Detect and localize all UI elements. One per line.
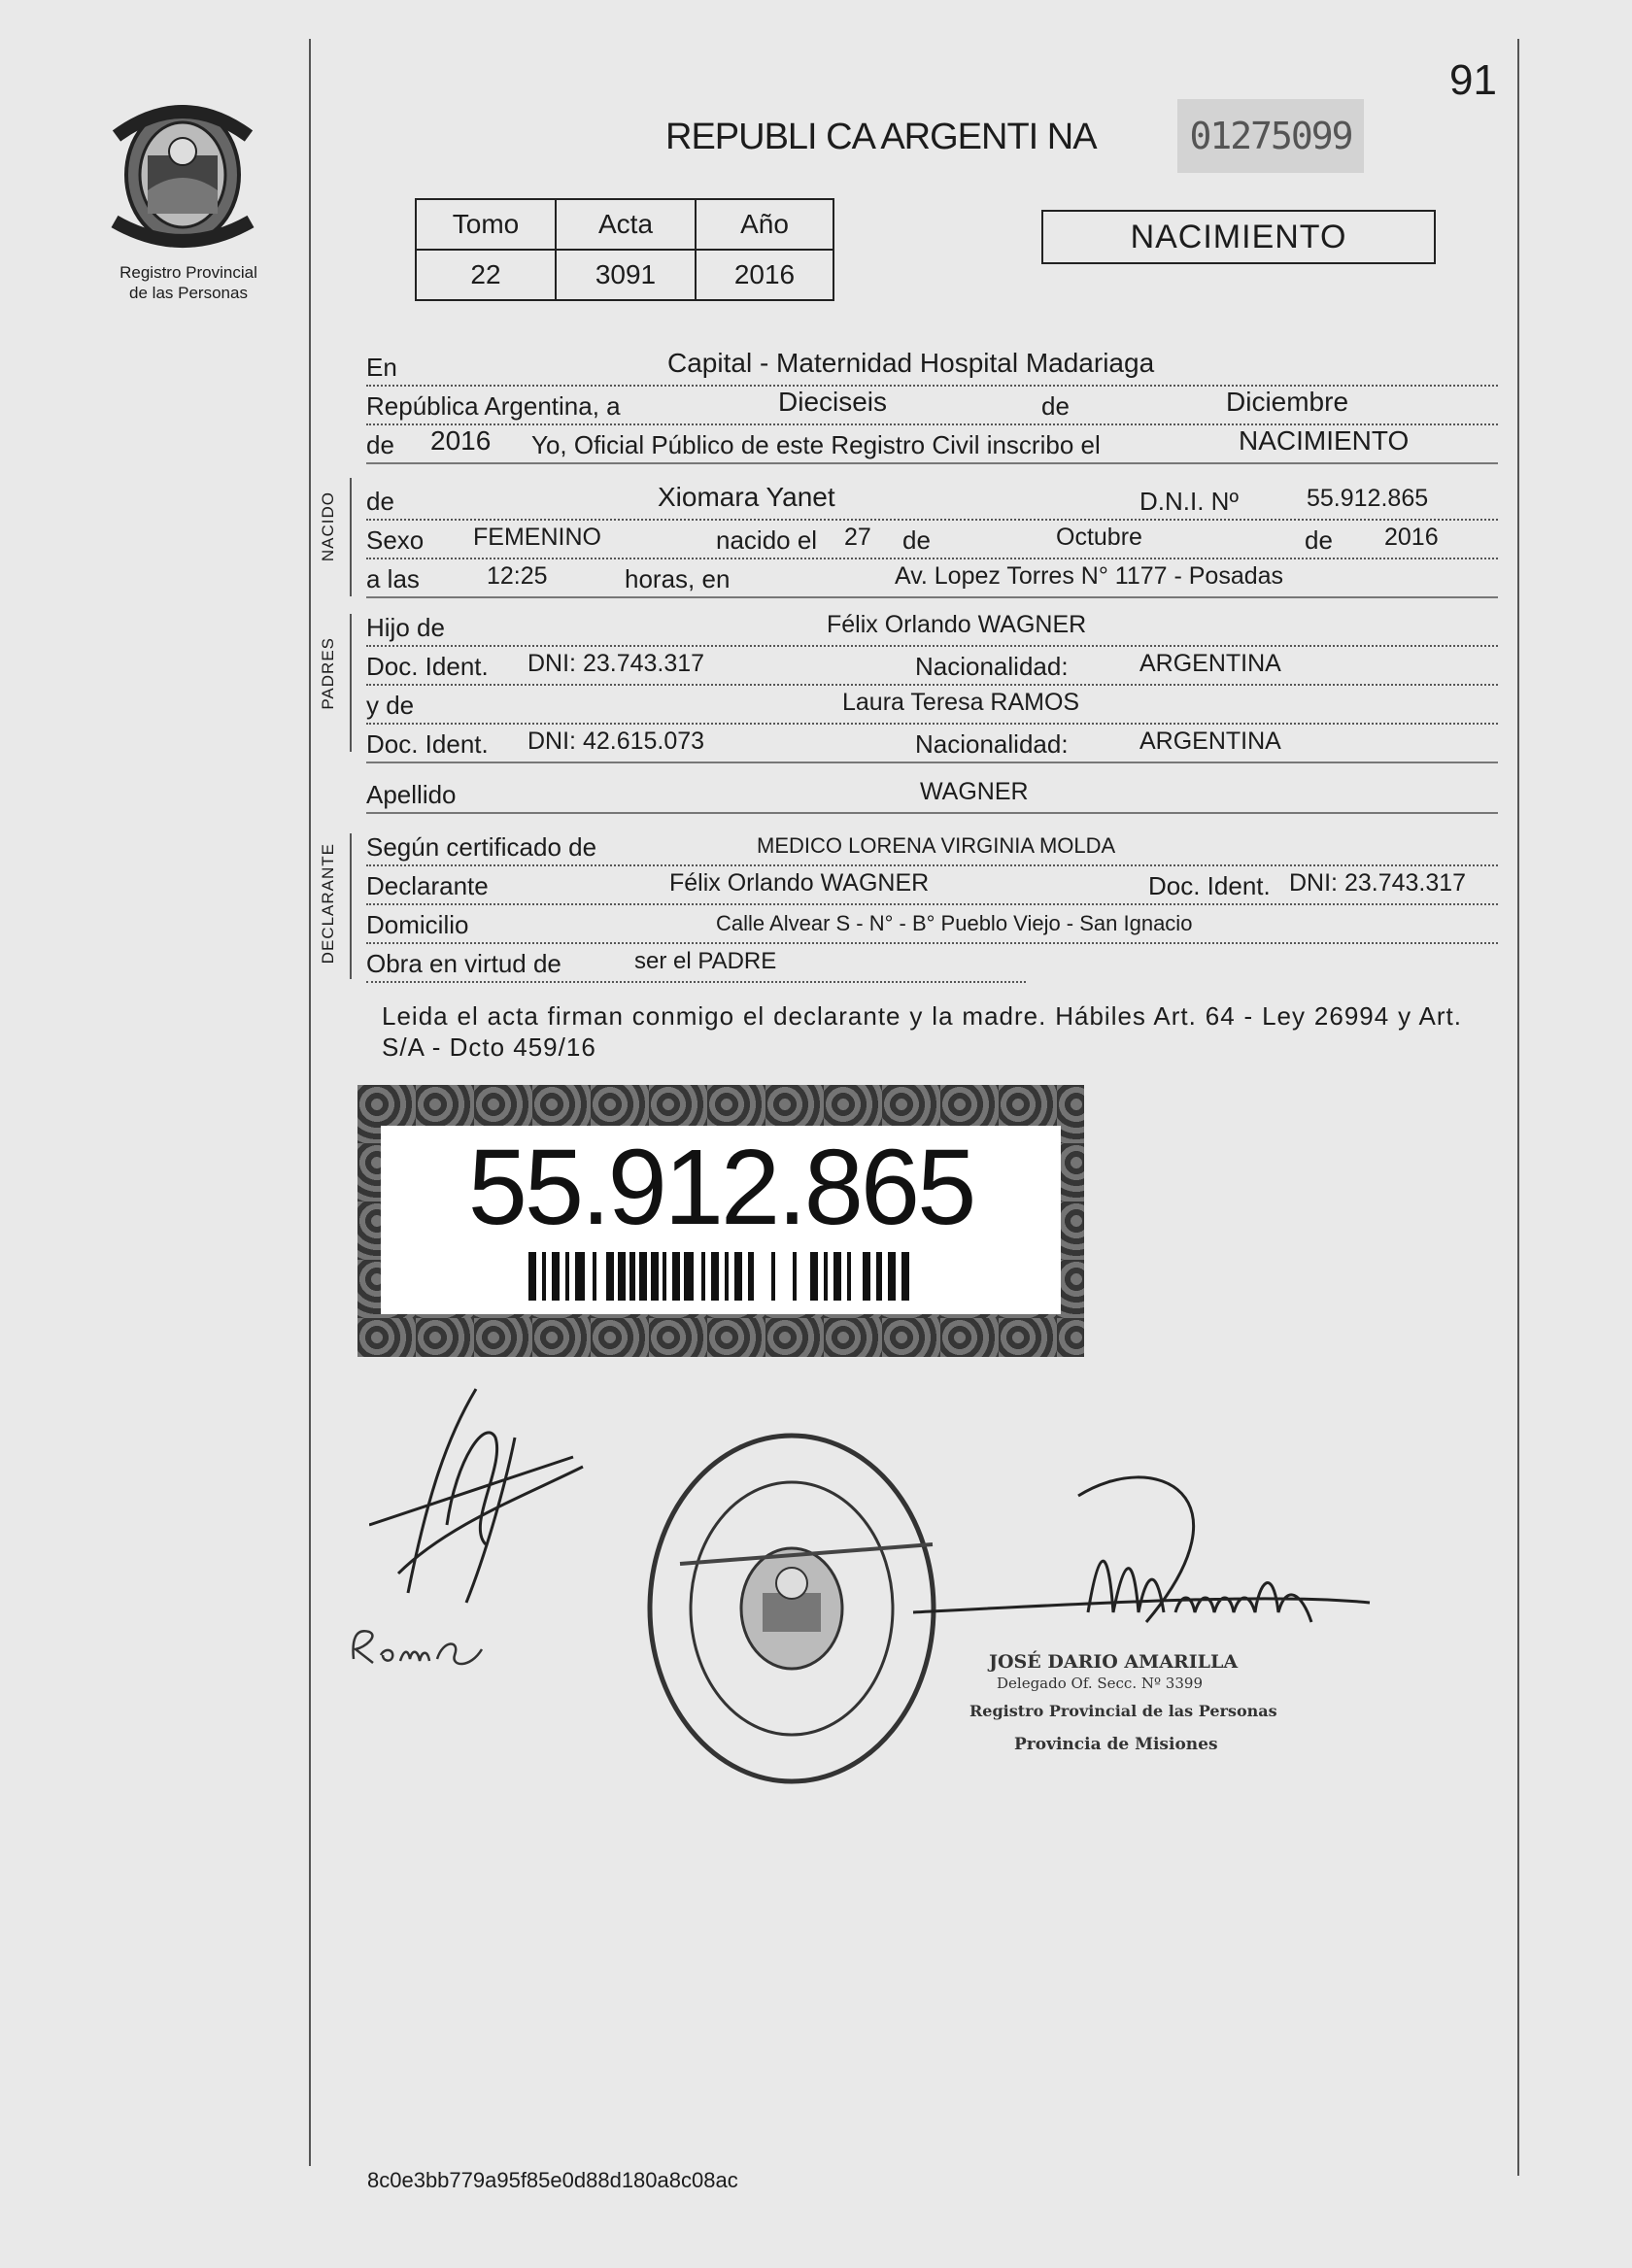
declarant-row [366,870,1498,905]
obra-label: Obra en virtud de [366,949,561,978]
de-label-2: de [366,430,394,459]
hijo-de-label: Hijo de [366,613,445,642]
footer-hash: 8c0e3bb779a95f85e0d88d180a8c08ac [367,2168,738,2192]
apellido-label: Apellido [366,780,457,809]
birth-place-value: Av. Lopez Torres N° 1177 - Posadas [895,562,1284,590]
birth-month-value: Octubre [1056,524,1142,551]
birth-year-value: 2016 [1384,524,1439,551]
record-table [415,198,834,301]
nacido-el-label: nacido el [716,525,818,555]
mother-doc-label: Doc. Ident. [366,729,489,759]
en-label: En [366,353,397,382]
left-margin-line [309,39,311,2166]
tomo-header: Tomo [416,199,556,250]
barcode [528,1252,966,1301]
registry-caption-line1: Registro Provincial [119,263,257,282]
mother-nationality-value: ARGENTINA [1139,728,1281,755]
sexo-value: FEMENINO [473,524,601,551]
month-value: Diciembre [1226,387,1349,417]
domicilio-label: Domicilio [366,910,469,939]
certificado-value: MEDICO LORENA VIRGINIA MOLDA [757,833,1116,858]
official-title: Delegado Of. Secc. Nº 3399 [997,1675,1203,1692]
father-name-value: Félix Orlando WAGNER [827,611,1087,638]
certificado-label: Según certificado de [366,832,597,862]
certificate-row [366,831,1498,866]
tomo-value: 22 [416,250,556,300]
closing-text: Leida el acta firman conmigo el declarante y la madre. Hábiles Art. 64 - Ley 26994 y Art. S/A - Dcto 459/16 [382,1001,1462,1062]
sticker-id-number: 55.912.865 [467,1128,974,1247]
declarante-doc-value: DNI: 23.743.317 [1289,869,1467,897]
registry-caption-line2: de las Personas [129,284,248,302]
mother-name-value: Laura Teresa RAMOS [842,689,1080,716]
child-name-value: Xiomara Yanet [658,482,835,512]
birth-day-value: 27 [844,524,871,551]
registry-caption [82,262,295,303]
year-value: 2016 [430,425,492,456]
place-value: Capital - Maternidad Hospital Madariaga [667,348,1155,378]
father-nationality-value: ARGENTINA [1139,650,1281,677]
padres-section-label: PADRES [319,637,337,710]
statement-text: Yo, Oficial Público de este Registro Civil inscribo el [531,430,1101,459]
domicilio-value: Calle Alvear S - N° - B° Pueblo Viejo - San Ignacio [716,911,1193,935]
child-name-row [366,482,1498,521]
de-label: de [1041,391,1070,421]
father-doc-value: DNI: 23.743.317 [527,650,705,677]
document-title: REPUBLI CA ARGENTI NA [665,117,1097,157]
father-signature [369,1379,593,1612]
declarante-label: Declarante [366,871,489,900]
province-coat-of-arms-logo [105,97,270,257]
father-doc-label: Doc. Ident. [366,652,489,681]
nacido-section-line [350,478,352,596]
child-dni-value: 55.912.865 [1307,485,1429,512]
day-value: Dieciseis [778,387,888,417]
record-table-header [416,199,833,250]
mother-doc-value: DNI: 42.615.073 [527,728,705,755]
declarante-section-label: DECLARANTE [319,843,337,965]
mother-signature [346,1620,492,1678]
declarante-section-line [350,833,352,979]
date-row [366,387,1498,425]
id-number-sticker [357,1085,1084,1357]
birth-time-row [366,563,1498,598]
event-value: NACIMIENTO [1239,425,1410,456]
capacity-row [366,948,1026,983]
place-row [366,348,1498,387]
father-row [366,612,1498,647]
official-registry: Registro Provincial de las Personas [969,1702,1277,1720]
mother-doc-row [366,728,1498,763]
father-nationality-label: Nacionalidad: [915,652,1069,681]
de-label-5: de [1305,525,1333,555]
anio-header: Año [696,199,833,250]
padres-section-line [350,614,352,752]
anio-value: 2016 [696,250,833,300]
y-de-label: y de [366,691,415,720]
declarante-value: Félix Orlando WAGNER [669,869,930,897]
sexo-label: Sexo [366,525,425,555]
nacido-section-label: NACIDO [319,491,337,562]
acta-header: Acta [556,199,696,250]
surname-row [366,779,1498,814]
sticker-white-area [381,1126,1061,1314]
year-row [366,425,1498,464]
father-doc-row [366,651,1498,686]
record-table-values [416,250,833,300]
apellido-value: WAGNER [920,778,1029,805]
official-province: Provincia de Misiones [1014,1735,1218,1754]
birth-time-value: 12:25 [487,562,548,590]
sex-row [366,525,1498,559]
de-label-3: de [366,487,394,516]
official-name: JOSÉ DARIO AMARILLA [989,1651,1239,1673]
serial-number: 01275099 [1177,99,1364,173]
mother-row [366,690,1498,725]
declarante-doc-label: Doc. Ident. [1148,871,1271,900]
a-las-label: a las [366,564,420,593]
republic-label: República Argentina, a [366,391,621,421]
horas-en-label: horas, en [625,564,731,593]
de-label-4: de [902,525,931,555]
record-type-box: NACIMIENTO [1041,210,1436,264]
address-row [366,909,1498,944]
right-margin-line [1517,39,1519,2176]
acta-value: 3091 [556,250,696,300]
obra-value: ser el PADRE [634,948,777,974]
dni-label: D.N.I. Nº [1139,487,1239,516]
page-number: 91 [1449,56,1497,104]
mother-nationality-label: Nacionalidad: [915,729,1069,759]
